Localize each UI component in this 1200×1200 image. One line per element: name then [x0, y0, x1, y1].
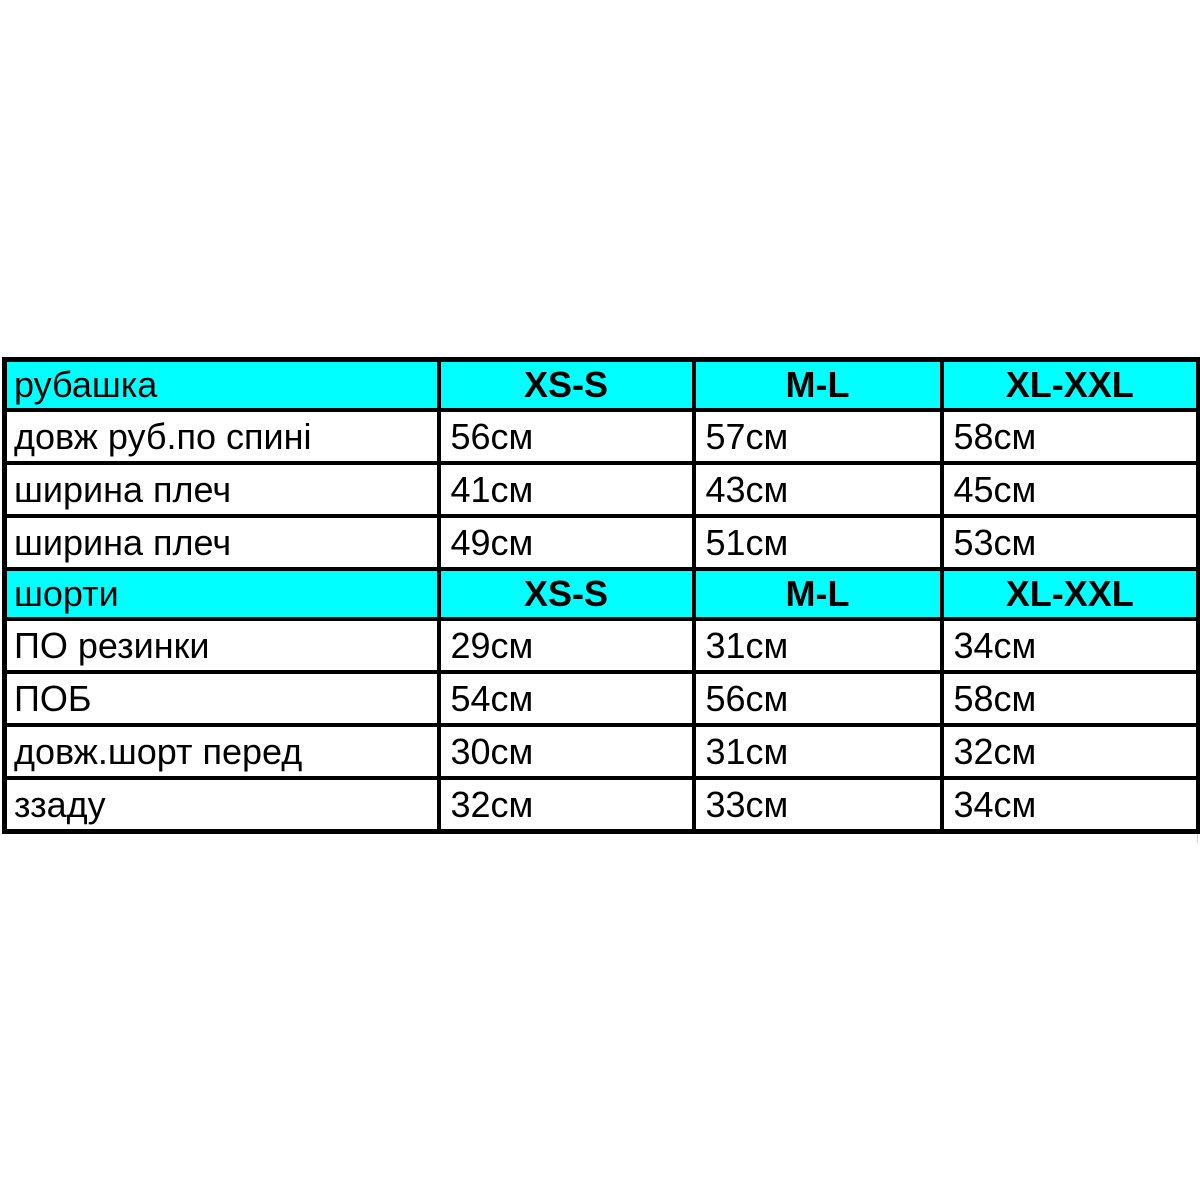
measurement-value: 53см	[942, 516, 1199, 569]
section-header-row	[5, 360, 1199, 411]
measurement-value: 51см	[694, 516, 942, 569]
measurement-label: ПОБ	[5, 672, 439, 725]
measurement-row	[5, 516, 1199, 569]
measurement-row	[5, 672, 1199, 725]
measurement-value: 41см	[439, 463, 694, 516]
measurement-row	[5, 725, 1199, 778]
measurement-value: 58см	[942, 672, 1199, 725]
measurement-value: 33см	[694, 778, 942, 832]
measurement-label: ширина плеч	[5, 516, 439, 569]
measurement-label: довж.шорт перед	[5, 725, 439, 778]
measurement-value: 45см	[942, 463, 1199, 516]
section-header-row	[5, 569, 1199, 619]
measurement-value: 56см	[439, 410, 694, 463]
measurement-row	[5, 778, 1199, 832]
measurement-value: 30см	[439, 725, 694, 778]
size-header-cell: XL-XXL	[942, 569, 1199, 619]
measurement-value: 29см	[439, 619, 694, 672]
measurement-label: ширина плеч	[5, 463, 439, 516]
measurement-row	[5, 619, 1199, 672]
measurement-value: 56см	[694, 672, 942, 725]
measurement-value: 34см	[942, 619, 1199, 672]
spreadsheet-gridline	[1197, 357, 1198, 843]
measurement-row	[5, 463, 1199, 516]
size-header-cell: M-L	[694, 360, 942, 411]
measurement-value: 31см	[694, 725, 942, 778]
measurement-value: 31см	[694, 619, 942, 672]
section-title-cell: рубашка	[5, 360, 439, 411]
size-header-cell: XS-S	[439, 569, 694, 619]
measurement-value: 34см	[942, 778, 1199, 832]
size-header-cell: M-L	[694, 569, 942, 619]
measurement-value: 32см	[942, 725, 1199, 778]
measurement-value: 49см	[439, 516, 694, 569]
measurement-value: 43см	[694, 463, 942, 516]
measurement-label: ззаду	[5, 778, 439, 832]
size-chart-table	[2, 357, 1200, 834]
size-table-body	[5, 360, 1199, 832]
size-header-cell: XS-S	[439, 360, 694, 411]
measurement-label: ПО резинки	[5, 619, 439, 672]
measurement-value: 54см	[439, 672, 694, 725]
measurement-value: 57см	[694, 410, 942, 463]
measurement-value: 32см	[439, 778, 694, 832]
section-title-cell: шорти	[5, 569, 439, 619]
size-header-cell: XL-XXL	[942, 360, 1199, 411]
measurement-row	[5, 410, 1199, 463]
measurement-label: довж руб.по спині	[5, 410, 439, 463]
measurement-value: 58см	[942, 410, 1199, 463]
